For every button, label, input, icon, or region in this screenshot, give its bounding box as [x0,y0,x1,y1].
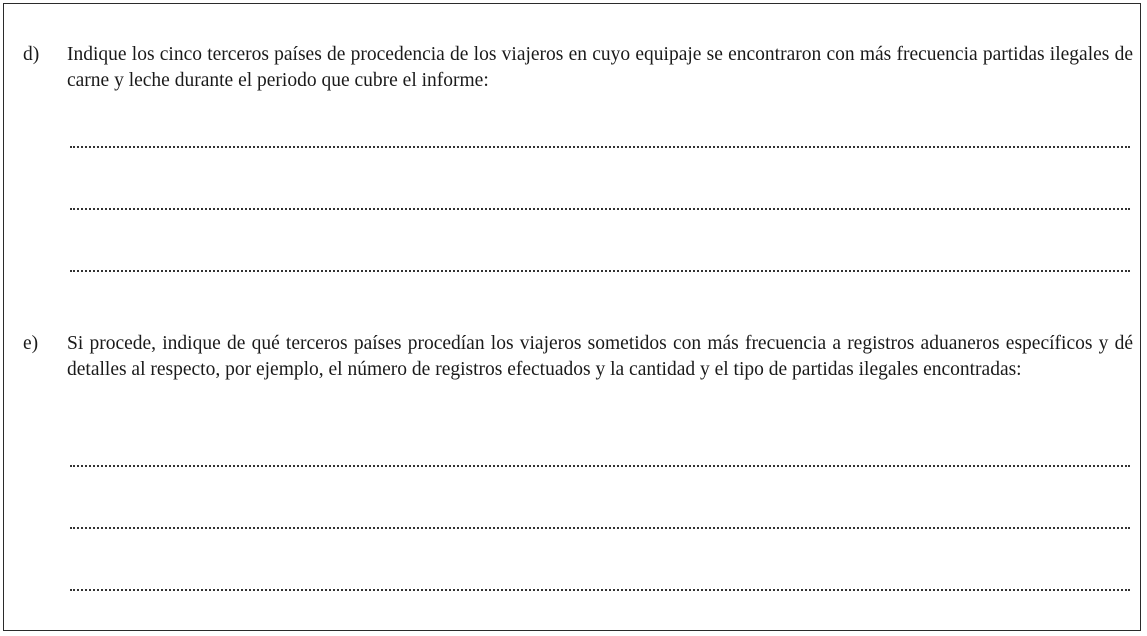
question-d-text: Indique los cinco terceros países de procedencia de los viajeros en cuyo equipaje se encontraron con más frecuencia partidas ilegales de carne y leche durante el periodo que cubre el informe: [67,44,1133,91]
answer-d-line-1[interactable] [70,146,1130,148]
answer-e-line-3[interactable] [70,589,1130,591]
question-e-text: Si procede, indique de qué terceros países procedían los viajeros sometidos con más frecuencia a registros aduaneros específicos y dé detalles al respecto, por ejemplo, el número de registros efectuados y la cantidad y el tipo de partidas ilegales encontradas: [67,333,1133,380]
answer-d-line-2[interactable] [70,208,1130,210]
answer-e-line-2[interactable] [70,527,1130,529]
question-d-label: d) [23,44,40,65]
answer-e-line-1[interactable] [70,465,1130,467]
form-frame [3,3,1141,631]
answer-d-line-3[interactable] [70,270,1130,272]
question-e-label: e) [23,333,39,354]
